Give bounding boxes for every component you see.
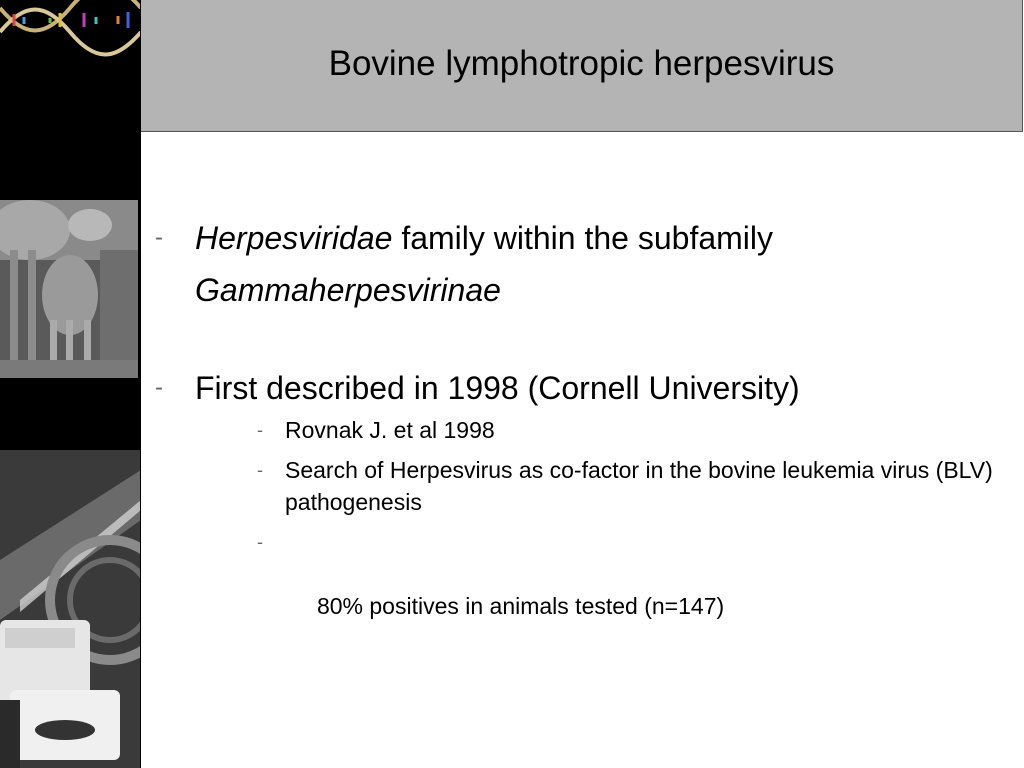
decorative-sidebar: [0, 0, 141, 768]
sub-bullet-text: Search of Herpesvirus as co-factor in the bovine leukemia virus (BLV) pathogenesis: [285, 457, 993, 515]
sub-bullet-purpose: [155, 454, 1015, 518]
sub-bullet-text: Rovnak J. et al 1998: [285, 417, 495, 443]
lab-instrument-photo: [0, 450, 141, 768]
bullet-marker: -: [155, 224, 163, 251]
sub-bullet-positives: [155, 526, 1015, 654]
sub-bullet-marker: -: [257, 532, 263, 552]
slide-content: [155, 212, 1015, 654]
title-bar: [141, 0, 1023, 132]
dna-helix-image: [0, 0, 141, 55]
slide-title: Bovine lymphotropic herpesvirus: [328, 43, 835, 83]
subfamily-name: Gammaherpesvirinae: [195, 272, 501, 308]
bullet-text: family within the subfamily: [392, 220, 773, 256]
bullet-text: First described in 1998 (Cornell University): [195, 370, 800, 406]
bullet-taxonomy: [155, 212, 1015, 316]
family-name: Herpesviridae: [195, 220, 393, 256]
sub-bullet-reference: [155, 414, 1015, 446]
sub-bullet-marker: -: [257, 460, 263, 480]
sub-bullet-text: 80% positives in animals tested (n=147): [310, 593, 725, 619]
bullet-marker: -: [155, 374, 163, 401]
calf-photo: [0, 200, 138, 378]
bullet-first-described: [155, 362, 1015, 414]
sub-bullet-marker: -: [257, 420, 263, 440]
